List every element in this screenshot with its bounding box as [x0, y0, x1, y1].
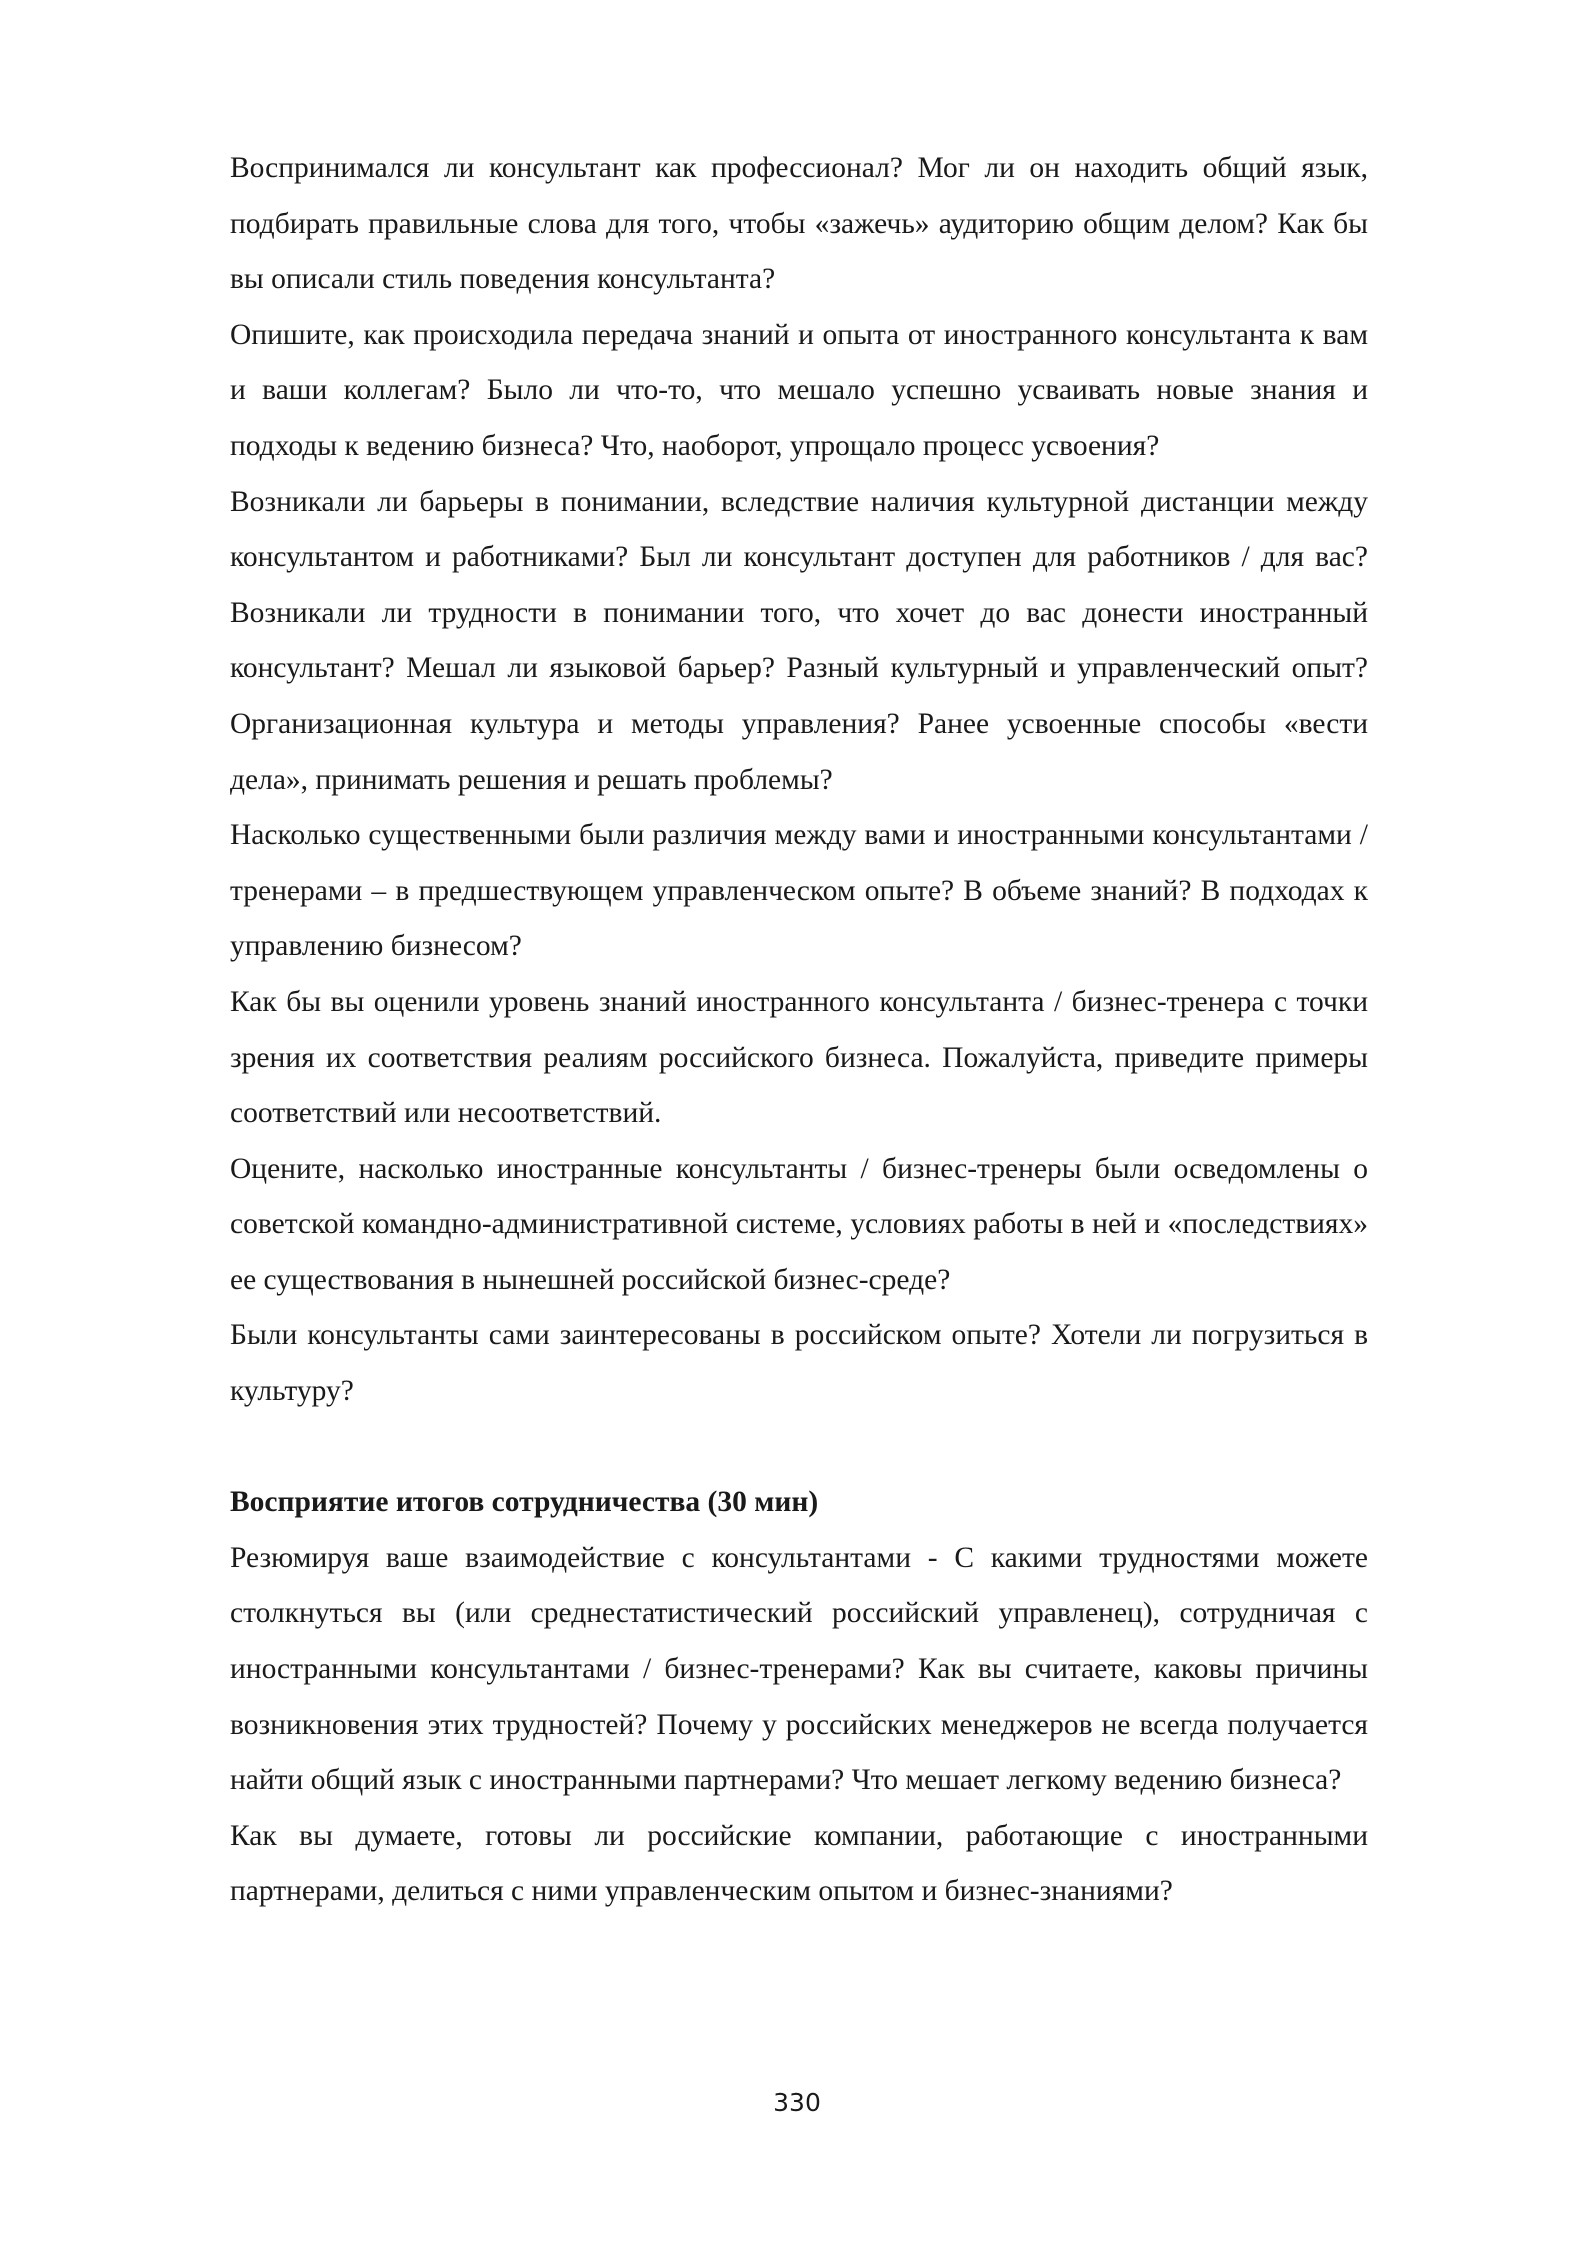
paragraph-interest: Были консультанты сами заинтересованы в российском опыте? Хотели ли погрузиться в культуру? — [230, 1319, 1368, 1408]
paragraph-knowledge-level: Как бы вы оценили уровень знаний иностранного консультанта / бизнес-тренера с точки зрения их соответствия реалиям российского бизнеса. Пожалуйста, приведите примеры соответствий или несоответствий. — [230, 985, 1368, 1130]
paragraph-barriers: Возникали ли барьеры в понимании, вследствие наличия культурной дистанции между консультантом и работниками? Был ли консультант доступен для работников / для вас? Возникали ли трудности в понимании того, что хочет до вас донести иностранный консультант? Мешал ли языковой барьер? Разный культурный и управленческий опыт? Организационная культура и методы управления? Ранее усвоенные способы «вести дела», принимать решения и решать проблемы? — [230, 485, 1368, 796]
paragraph-soviet-system: Оцените, насколько иностранные консультанты / бизнес-тренеры были осведомлены о советской командно-административной системе, условиях работы в ней и «последствиях» ее существования в нынешней российской бизнес-среде? — [230, 1152, 1368, 1296]
section-heading: Восприятие итогов сотрудничества (30 мин) — [230, 1486, 819, 1519]
paragraph-differences: Насколько существенными были различия между вами и иностранными консультантами / тренерами – в предшествующем управленческом опыте? В объеме знаний? В подходах к управлению бизнесом? — [230, 819, 1368, 963]
paragraph-knowledge-transfer: Опишите, как происходила передача знаний и опыта от иностранного консультанта к вам и ваши коллегам? Было ли что-то, что мешало успешно усваивать новые знания и подходы к ведению бизнеса? Что, наоборот, упрощало процесс усвоения? — [230, 318, 1368, 462]
section-spacer — [230, 1420, 1368, 1476]
page-body — [230, 141, 1368, 1920]
paragraph-professionalism: Воспринимался ли консультант как профессионал? Мог ли он находить общий язык, подбирать правильные слова для того, чтобы «зажечь» аудиторию общим делом? Как бы вы описали стиль поведения консультанта? — [230, 152, 1368, 296]
paragraph-summary-difficulties: Резюмируя ваше взаимодействие с консультантами - С какими трудностями можете столкнуться вы (или среднестатистический российский управленец), сотрудничая с иностранными консультантами / бизнес-тренерами? Как вы считаете, каковы причины возникновения этих трудностей? Почему у российских менеджеров не всегда получается найти общий язык с иностранными партнерами? Что мешает легкому ведению бизнеса? — [230, 1541, 1368, 1797]
paragraph-readiness: Как вы думаете, готовы ли российские компании, работающие с иностранными партнерами, делиться с ними управленческим опытом и бизнес-знаниями? — [230, 1819, 1368, 1908]
page-number: 330 — [773, 2088, 821, 2117]
